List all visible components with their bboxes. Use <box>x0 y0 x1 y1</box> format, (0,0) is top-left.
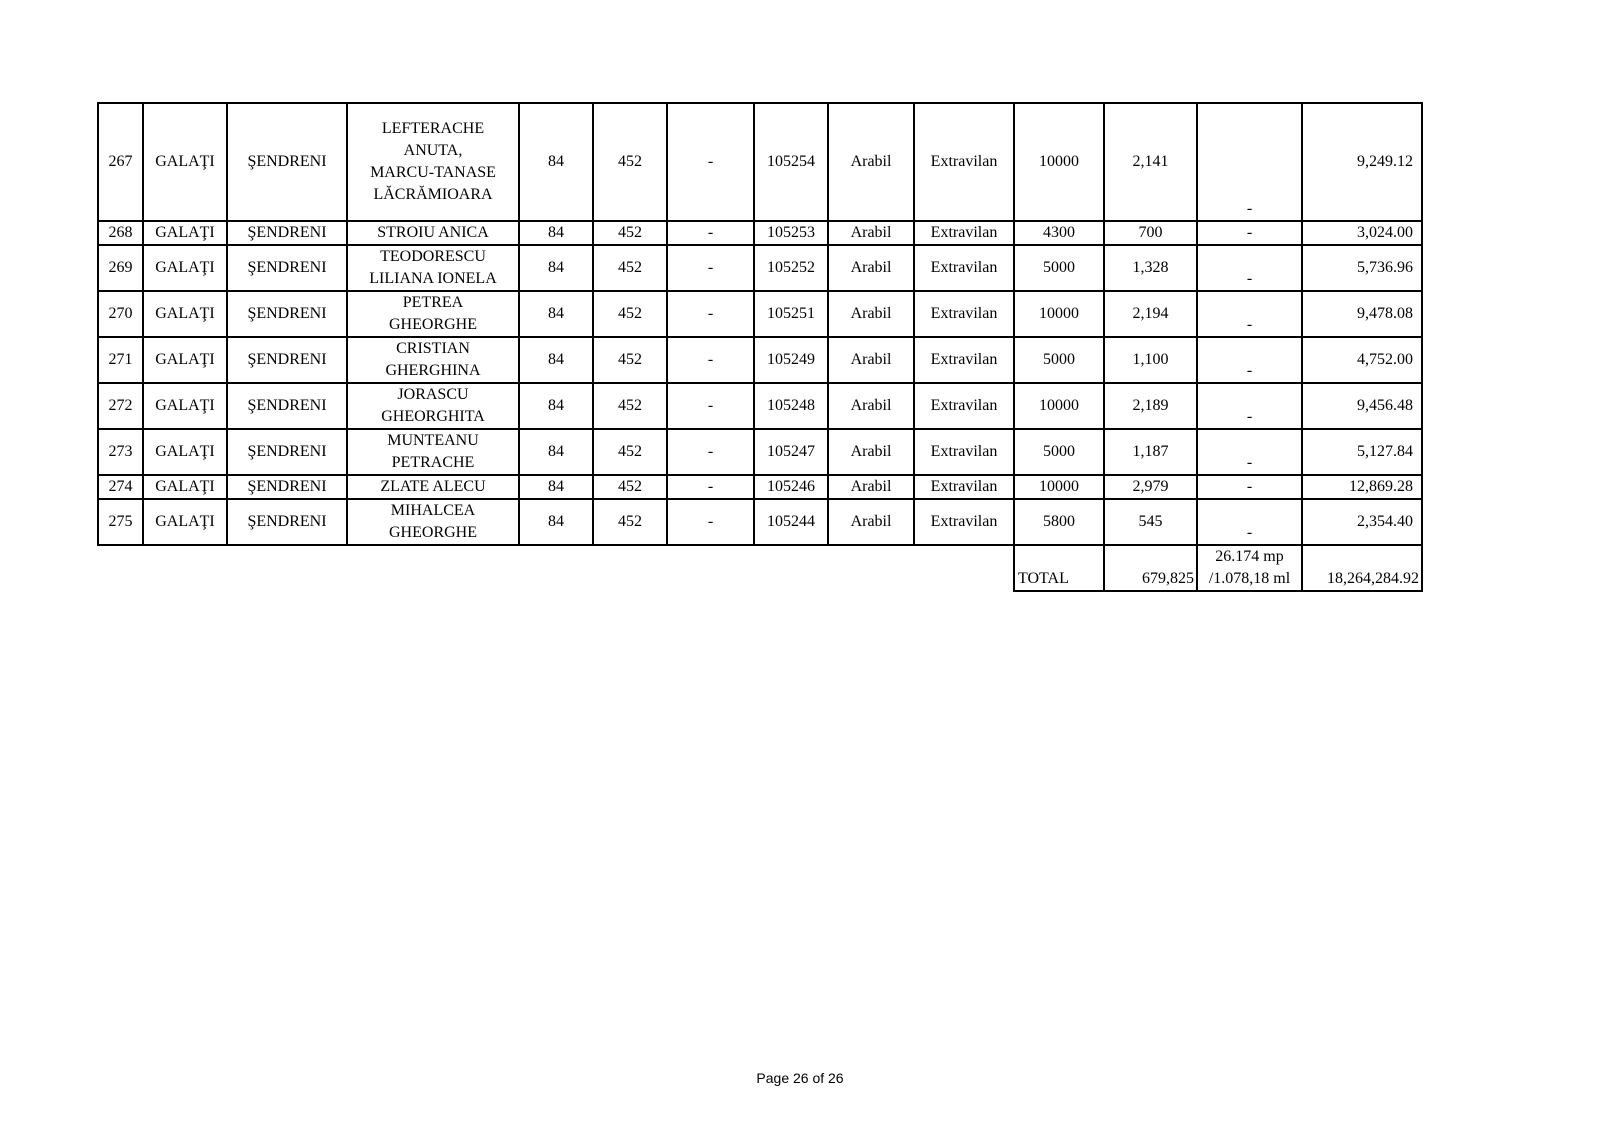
value-cell: 4,752.00 <box>1302 337 1422 383</box>
owner-cell <box>347 221 519 245</box>
tarla-cell: 84 <box>519 383 593 429</box>
category-cell: Arabil <box>828 475 914 499</box>
total-note <box>1197 545 1302 591</box>
parcela-cell: 452 <box>593 291 667 337</box>
value-cell: 2,354.40 <box>1302 499 1422 545</box>
parcela-cell: 452 <box>593 383 667 429</box>
occupied-area-cell: 1,328 <box>1104 245 1197 291</box>
owner-line: ZLATE ALECU <box>380 478 486 495</box>
locality-cell: ŞENDRENI <box>227 429 347 475</box>
owner-line: LEFTERACHE <box>381 120 485 137</box>
owner-line: MARCU-TANASE <box>370 164 496 181</box>
zone-cell: Extravilan <box>914 383 1014 429</box>
tarla-cell: 84 <box>519 337 593 383</box>
total-note-line: /1.078,18 ml <box>1208 570 1291 587</box>
cf-cell: - <box>667 475 754 499</box>
category-cell: Arabil <box>828 103 914 221</box>
total-note-line: 26.174 mp <box>1215 548 1284 565</box>
county-cell: GALAŢI <box>143 337 227 383</box>
parcela-cell: 452 <box>593 499 667 545</box>
owner-line: TEODORESCU <box>380 248 486 265</box>
owner-cell <box>347 383 519 429</box>
row-number: 268 <box>98 221 143 245</box>
linear-cell: - <box>1197 221 1302 245</box>
linear-cell: - <box>1197 291 1302 337</box>
owner-line: ANUTA, <box>403 142 463 159</box>
total-sum: 18,264,284.92 <box>1302 545 1422 591</box>
category-cell: Arabil <box>828 221 914 245</box>
occupied-area-cell: 2,189 <box>1104 383 1197 429</box>
county-cell: GALAŢI <box>143 221 227 245</box>
cadastral-cell: 105246 <box>754 475 828 499</box>
locality-cell: ŞENDRENI <box>227 337 347 383</box>
county-cell: GALAŢI <box>143 475 227 499</box>
locality-cell: ŞENDRENI <box>227 103 347 221</box>
cadastral-cell: 105254 <box>754 103 828 221</box>
owner-line: PETREA <box>402 294 464 311</box>
cadastral-cell: 105247 <box>754 429 828 475</box>
parcela-cell: 452 <box>593 221 667 245</box>
county-cell: GALAŢI <box>143 383 227 429</box>
row-number: 272 <box>98 383 143 429</box>
owner-line: CRISTIAN <box>396 340 470 357</box>
locality-cell: ŞENDRENI <box>227 383 347 429</box>
county-cell: GALAŢI <box>143 245 227 291</box>
owner-line: GHEORGHITA <box>381 408 485 425</box>
tarla-cell: 84 <box>519 475 593 499</box>
zone-cell: Extravilan <box>914 103 1014 221</box>
owner-line: STROIU ANICA <box>377 224 489 241</box>
tarla-cell: 84 <box>519 499 593 545</box>
value-cell: 9,249.12 <box>1302 103 1422 221</box>
value-cell: 9,456.48 <box>1302 383 1422 429</box>
owner-line: LĂCRĂMIOARA <box>373 186 493 203</box>
locality-cell: ŞENDRENI <box>227 221 347 245</box>
cf-cell: - <box>667 291 754 337</box>
owner-cell <box>347 499 519 545</box>
total-area: 679,825 <box>1104 545 1197 591</box>
owner-cell <box>347 103 519 221</box>
owner-line: MUNTEANU <box>387 432 479 449</box>
category-cell: Arabil <box>828 383 914 429</box>
cf-cell: - <box>667 499 754 545</box>
cadastral-cell: 105253 <box>754 221 828 245</box>
row-number: 271 <box>98 337 143 383</box>
cadastral-cell: 105252 <box>754 245 828 291</box>
owner-cell <box>347 291 519 337</box>
row-number: 275 <box>98 499 143 545</box>
table-row <box>98 475 1422 499</box>
cadastral-cell: 105249 <box>754 337 828 383</box>
linear-cell: - <box>1197 383 1302 429</box>
cadastral-cell: 105248 <box>754 383 828 429</box>
linear-cell: - <box>1197 429 1302 475</box>
linear-cell: - <box>1197 475 1302 499</box>
table-body <box>98 103 1422 591</box>
tarla-cell: 84 <box>519 429 593 475</box>
locality-cell: ŞENDRENI <box>227 291 347 337</box>
occupied-area-cell: 1,100 <box>1104 337 1197 383</box>
zone-cell: Extravilan <box>914 337 1014 383</box>
tarla-cell: 84 <box>519 291 593 337</box>
linear-cell: - <box>1197 499 1302 545</box>
owner-line: GHEORGHE <box>389 316 477 333</box>
table-row <box>98 221 1422 245</box>
surface-cell: 4300 <box>1014 221 1104 245</box>
linear-cell: - <box>1197 245 1302 291</box>
zone-cell: Extravilan <box>914 475 1014 499</box>
owner-cell <box>347 429 519 475</box>
surface-cell: 5000 <box>1014 245 1104 291</box>
parcela-cell: 452 <box>593 245 667 291</box>
surface-cell: 10000 <box>1014 291 1104 337</box>
parcela-cell: 452 <box>593 429 667 475</box>
cf-cell: - <box>667 429 754 475</box>
owner-line: MIHALCEA <box>390 502 476 519</box>
cadastral-cell: 105244 <box>754 499 828 545</box>
county-cell: GALAŢI <box>143 429 227 475</box>
owner-line: GHEORGHE <box>389 524 477 541</box>
locality-cell: ŞENDRENI <box>227 245 347 291</box>
value-cell: 5,736.96 <box>1302 245 1422 291</box>
row-number: 273 <box>98 429 143 475</box>
cf-cell: - <box>667 245 754 291</box>
total-label: TOTAL <box>1014 545 1104 591</box>
cadastral-cell: 105251 <box>754 291 828 337</box>
cf-cell: - <box>667 383 754 429</box>
owner-cell <box>347 245 519 291</box>
parcela-cell: 452 <box>593 475 667 499</box>
page-footer: Page 26 of 26 <box>756 1070 844 1086</box>
parcela-cell: 452 <box>593 103 667 221</box>
value-cell: 5,127.84 <box>1302 429 1422 475</box>
occupied-area-cell: 2,194 <box>1104 291 1197 337</box>
category-cell: Arabil <box>828 499 914 545</box>
category-cell: Arabil <box>828 429 914 475</box>
parcela-cell: 452 <box>593 337 667 383</box>
occupied-area-cell: 545 <box>1104 499 1197 545</box>
surface-cell: 5800 <box>1014 499 1104 545</box>
zone-cell: Extravilan <box>914 221 1014 245</box>
surface-cell: 10000 <box>1014 103 1104 221</box>
cf-cell: - <box>667 103 754 221</box>
total-row <box>98 545 1422 591</box>
owner-cell <box>347 475 519 499</box>
linear-cell: - <box>1197 103 1302 221</box>
row-number: 267 <box>98 103 143 221</box>
surface-cell: 10000 <box>1014 475 1104 499</box>
table-row <box>98 429 1422 475</box>
county-cell: GALAŢI <box>143 103 227 221</box>
occupied-area-cell: 700 <box>1104 221 1197 245</box>
county-cell: GALAŢI <box>143 499 227 545</box>
surface-cell: 5000 <box>1014 337 1104 383</box>
surface-cell: 5000 <box>1014 429 1104 475</box>
row-number: 274 <box>98 475 143 499</box>
zone-cell: Extravilan <box>914 499 1014 545</box>
row-number: 269 <box>98 245 143 291</box>
table-row <box>98 245 1422 291</box>
zone-cell: Extravilan <box>914 429 1014 475</box>
cf-cell: - <box>667 337 754 383</box>
locality-cell: ŞENDRENI <box>227 475 347 499</box>
table-row <box>98 291 1422 337</box>
category-cell: Arabil <box>828 291 914 337</box>
locality-cell: ŞENDRENI <box>227 499 347 545</box>
occupied-area-cell: 2,979 <box>1104 475 1197 499</box>
cf-cell: - <box>667 221 754 245</box>
owner-cell <box>347 337 519 383</box>
table-row <box>98 103 1422 221</box>
owner-line: GHERGHINA <box>385 362 481 379</box>
zone-cell: Extravilan <box>914 291 1014 337</box>
table-row <box>98 499 1422 545</box>
value-cell: 12,869.28 <box>1302 475 1422 499</box>
owner-line: PETRACHE <box>391 454 475 471</box>
owner-line: JORASCU <box>397 386 469 403</box>
table-row <box>98 383 1422 429</box>
category-cell: Arabil <box>828 337 914 383</box>
table-row <box>98 337 1422 383</box>
county-cell: GALAŢI <box>143 291 227 337</box>
owner-line: LILIANA IONELA <box>369 270 497 287</box>
value-cell: 3,024.00 <box>1302 221 1422 245</box>
tarla-cell: 84 <box>519 103 593 221</box>
tarla-cell: 84 <box>519 245 593 291</box>
category-cell: Arabil <box>828 245 914 291</box>
zone-cell: Extravilan <box>914 245 1014 291</box>
occupied-area-cell: 2,141 <box>1104 103 1197 221</box>
total-spacer <box>98 545 1014 591</box>
tarla-cell: 84 <box>519 221 593 245</box>
linear-cell: - <box>1197 337 1302 383</box>
surface-cell: 10000 <box>1014 383 1104 429</box>
expropriation-table <box>97 102 1423 592</box>
value-cell: 9,478.08 <box>1302 291 1422 337</box>
occupied-area-cell: 1,187 <box>1104 429 1197 475</box>
row-number: 270 <box>98 291 143 337</box>
